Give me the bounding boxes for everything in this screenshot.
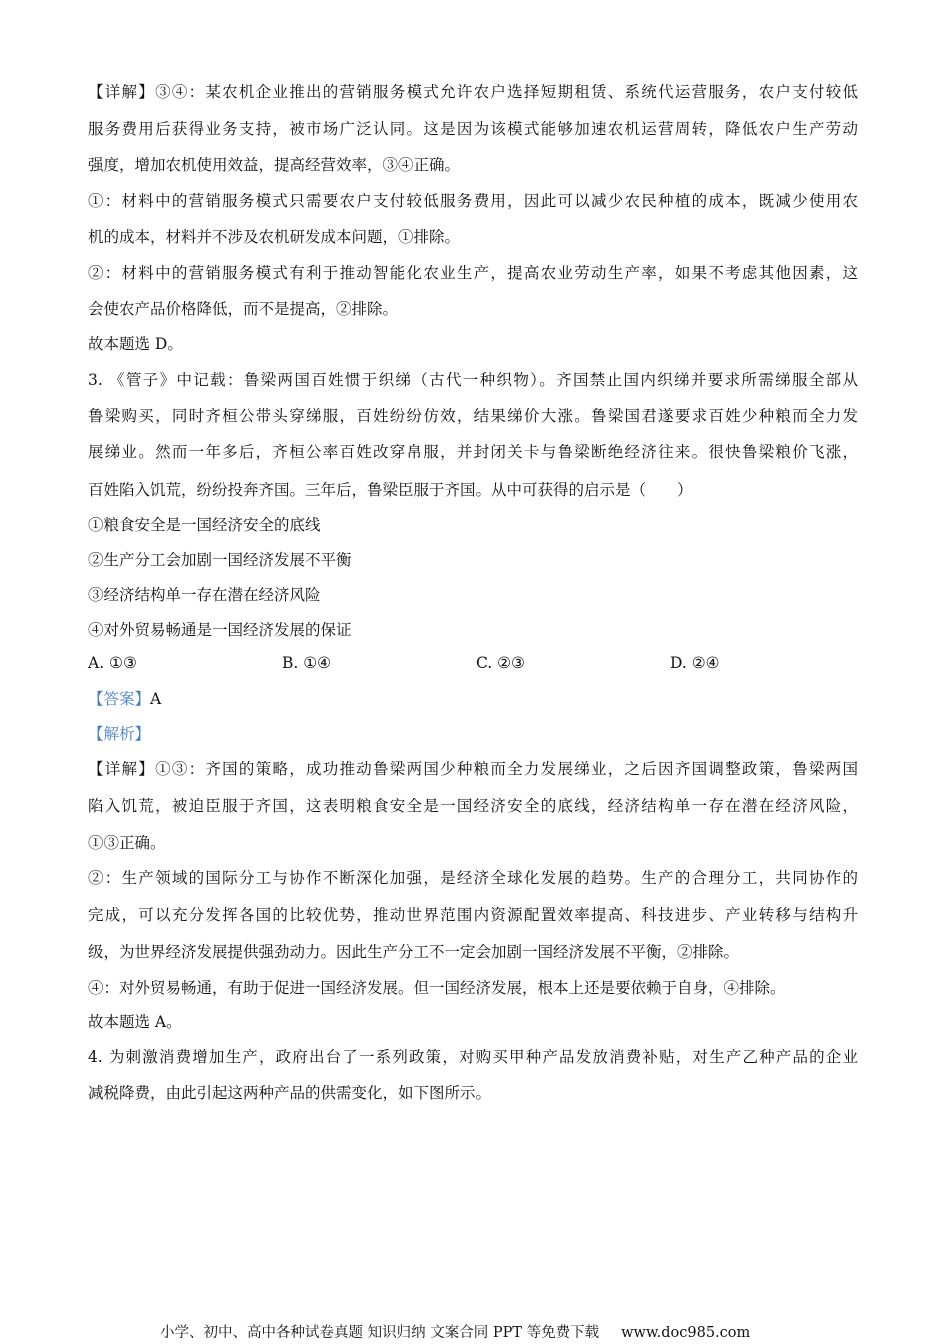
statement: ③经济结构单一存在潜在经济风险: [88, 586, 321, 604]
text-line: ②：生产领域的国际分工与协作不断深化加强，是经济全球化发展的趋势。生产的合理分工，共同协作的: [88, 869, 858, 887]
text-line: ④：对外贸易畅通，有助于促进一国经济发展。但一国经济发展，根本上还是要依赖于自身，④排除。: [88, 979, 786, 997]
answer-line: [88, 689, 858, 709]
footer-link[interactable]: www.doc985.com: [621, 1325, 751, 1341]
option-a: A. ①③: [88, 654, 137, 672]
option-d: D. ②④: [670, 654, 720, 672]
page-footer: [160, 1323, 750, 1343]
explain-label: 【详解】: [88, 760, 156, 778]
explain-label: 【详解】: [88, 83, 156, 101]
answer-value: A: [150, 690, 162, 708]
text-line: 【详解】③④：某农机企业推出的营销服务模式允许农户选择短期租赁、系统代运营服务，农户支付较低: [88, 83, 858, 101]
question-stem: 4. 为刺激消费增加生产，政府出台了一系列政策，对购买甲种产品发放消费补贴，对生产乙种产品的企业: [88, 1048, 858, 1066]
text-line: 级，为世界经济发展提供强劲动力。因此生产分工不一定会加剧一国经济发展不平衡，②排除。: [88, 943, 740, 961]
answer-label: 【答案】: [88, 690, 151, 708]
text-line: 强度，增加农机使用效益，提高经营效率，③④正确。: [88, 156, 461, 174]
analysis-label: 【解析】: [88, 725, 151, 743]
text-line: ①：材料中的营销服务模式只需要农户支付较低服务费用，因此可以减少农民种植的成本，既减少使用农: [88, 192, 858, 210]
text-line: 完成，可以充分发挥各国的比较优势，推动世界范围内资源配置效率提高、科技进步、产业转移与结构升: [88, 906, 858, 924]
question-stem: 展绨业。然而一年多后，齐桓公率百姓改穿帛服，并封闭关卡与鲁梁断绝经济往来。很快鲁梁粮价飞涨，: [88, 443, 858, 461]
question-stem: 减税降费，由此引起这两种产品的供需变化，如下图所示。: [88, 1084, 492, 1102]
text-line: ②：材料中的营销服务模式有利于推动智能化农业生产，提高农业劳动生产率，如果不考虑其他因素，这: [88, 264, 858, 282]
question-stem: 鲁梁购买，同时齐桓公带头穿绨服，百姓纷纷仿效，结果绨价大涨。鲁梁国君遂要求百姓少种粮而全力发: [88, 407, 858, 425]
statement: ④对外贸易畅通是一国经济发展的保证: [88, 621, 352, 639]
text-line: ①③正确。: [88, 834, 166, 852]
text-line: 会使农产品价格降低，而不是提高，②排除。: [88, 300, 399, 318]
text-line: 服务费用后获得业务支持，被市场广泛认同。这是因为该模式能够加速农机运营周转，降低农户生产劳动: [88, 120, 858, 138]
question-stem: 3. 《管子》中记载：鲁梁两国百姓惯于织绨（古代一种织物）。齐国禁止国内织绨并要求所需绨服全部从: [88, 371, 858, 389]
text-line: 故本题选 D。: [88, 335, 183, 353]
statement: ①粮食安全是一国经济安全的底线: [88, 516, 321, 534]
text-line: 机的成本，材料并不涉及农机研发成本问题，①排除。: [88, 228, 461, 246]
option-b: B. ①④: [282, 654, 332, 672]
option-c: C. ②③: [476, 654, 525, 672]
footer-text: 小学、初中、高中各种试卷真题 知识归纳 文案合同 PPT 等免费下载: [160, 1325, 600, 1341]
text-line: 故本题选 A。: [88, 1013, 182, 1031]
text-line: 陷入饥荒，被迫臣服于齐国，这表明粮食安全是一国经济安全的底线，经济结构单一存在潜在经济风险，: [88, 797, 858, 815]
question-stem: 百姓陷入饥荒，纷纷投奔齐国。三年后，鲁梁臣服于齐国。从中可获得的启示是（ ）: [88, 481, 693, 499]
statement: ②生产分工会加剧一国经济发展不平衡: [88, 551, 352, 569]
text-line: 【详解】①③：齐国的策略，成功推动鲁梁两国少种粮而全力发展绨业，之后因齐国调整政策，鲁梁两国: [88, 760, 858, 778]
